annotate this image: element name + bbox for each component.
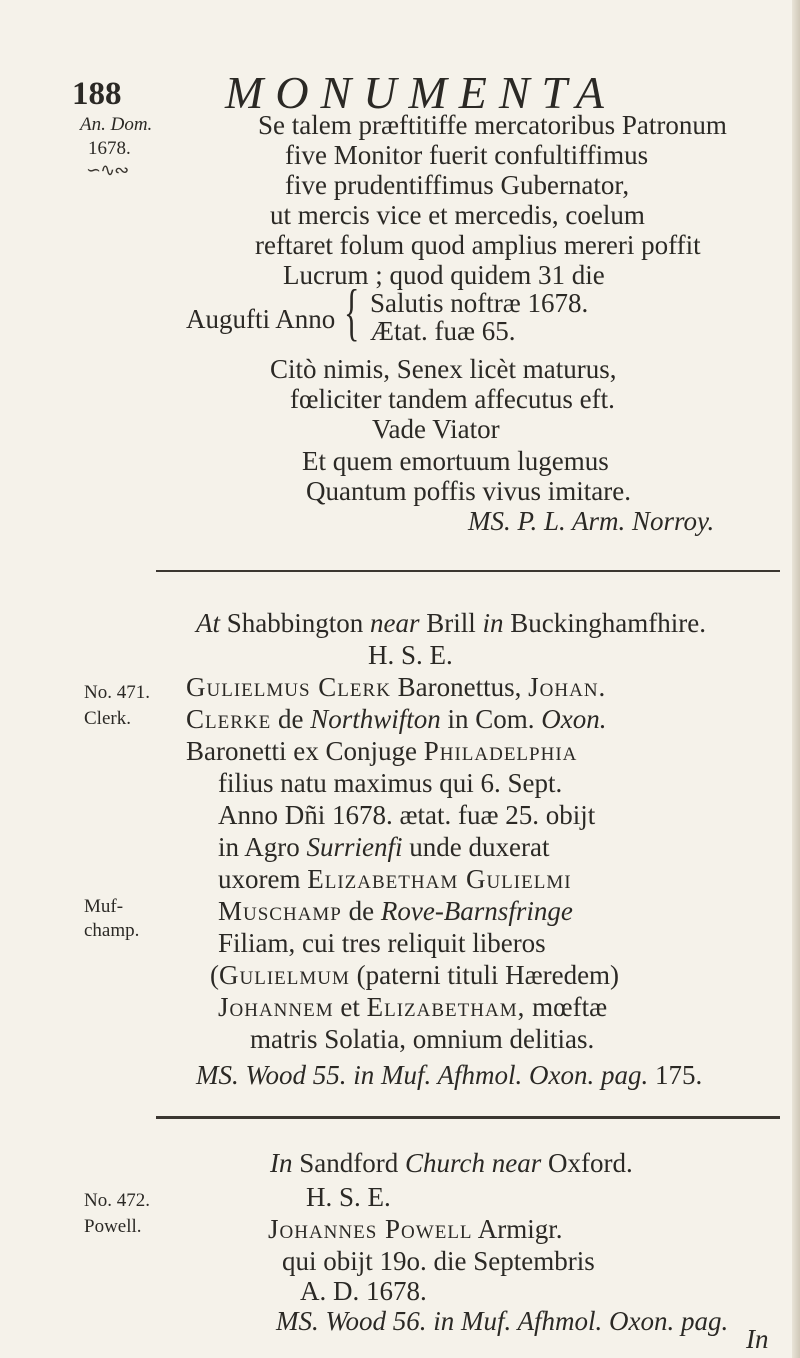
entry472-line-1: Johannes Powell Armigr. [268, 1214, 563, 1244]
insc1-line-9: Vade Viator [372, 414, 500, 444]
insc1-line-10: Et quem emortuum lugemus [302, 446, 609, 476]
margin-champ: champ. [84, 920, 140, 941]
entry471-line-9: Filiam, cui tres reliquit liberos [218, 928, 546, 958]
insc1-source: MS. P. L. Arm. Norroy. [468, 506, 715, 536]
entry471-heading: At Shabbington near Brill in Buckinghamfhire. [196, 608, 706, 638]
insc1-line-8: fœliciter tandem affecutus eft. [290, 384, 615, 414]
insc1-line-3: five prudentiffimus Gubernator, [285, 170, 630, 200]
entry471-hse: H. S. E. [368, 640, 453, 670]
entry471-line-8: Muschamp de Rove-Barnsfringe [218, 896, 573, 926]
entry472-heading: In Sandford Church near Oxford. [270, 1148, 633, 1178]
insc1-line-7: Citò nimis, Senex licèt maturus, [270, 354, 617, 384]
insc1-line-2: five Monitor fuerit confultiffimus [285, 140, 649, 170]
margin-no-471: No. 471. [84, 682, 150, 703]
margin-clerk: Clerk. [84, 708, 131, 729]
entry471-line-6: in Agro Surrienfi unde duxerat [218, 832, 550, 862]
page-number: 188 [72, 76, 122, 112]
insc1-line-11: Quantum poffis vivus imitare. [306, 476, 631, 506]
margin-year: 1678. [88, 138, 131, 159]
insc1-line-5: reftaret folum quod amplius mereri poffit [255, 230, 701, 260]
insc1-line-4: ut mercis vice et mercedis, coelum [270, 200, 645, 230]
insc1-line-1: Se talem præftitiffe mercatoribus Patronum [258, 110, 727, 140]
page-edge [792, 0, 800, 1358]
entry471-line-2: Clerke de Northwifton in Com. Oxon. [186, 704, 607, 734]
insc1-augusti: Augufti Anno [186, 304, 336, 334]
entry471-line-10: (Gulielmum (paterni tituli Hæredem) [210, 960, 620, 990]
entry472-line-3: A. D. 1678. [300, 1276, 427, 1306]
margin-an-dom: An. Dom. [80, 114, 153, 135]
insc1-line-6: Lucrum ; quod quidem 31 die [283, 260, 605, 290]
entry471-line-5: Anno Dñi 1678. ætat. fuæ 25. obijt [218, 800, 596, 830]
entry471-source: MS. Wood 55. in Muf. Afhmol. Oxon. pag. 175. [196, 1060, 703, 1090]
entry472-hse: H. S. E. [306, 1182, 391, 1212]
section-rule-1 [156, 570, 780, 572]
entry472-line-2: qui obijt 19o. die Septembris [282, 1246, 595, 1276]
flourish-ornament: ∽∿∾ [86, 160, 129, 180]
entry471-line-1: Gulielmus Clerk Baronettus, Johan. [186, 672, 607, 702]
margin-musf: Muf- [84, 896, 124, 917]
catchword: In [746, 1324, 769, 1354]
insc1-brace-1: Salutis noftræ 1678. [370, 288, 589, 318]
entry471-line-12: matris Solatia, omnium delitias. [250, 1024, 595, 1054]
section-rule-2 [156, 1116, 780, 1119]
insc1-brace-2: Ætat. fuæ 65. [370, 316, 516, 346]
running-head: MONUMENTA [225, 67, 616, 118]
margin-powell: Powell. [84, 1216, 142, 1237]
margin-no-472: No. 472. [84, 1190, 150, 1211]
entry471-line-4: filius natu maximus qui 6. Sept. [218, 768, 563, 798]
entry471-line-3: Baronetti ex Conjuge Philadelphia [186, 736, 578, 766]
entry471-line-11: Johannem et Elizabetham, mœftæ [218, 992, 608, 1022]
brace-symbol: { [344, 276, 360, 347]
entry472-source: MS. Wood 56. in Muf. Afhmol. Oxon. pag. [276, 1306, 729, 1336]
entry471-line-7: uxorem Elizabetham Gulielmi [218, 864, 572, 894]
